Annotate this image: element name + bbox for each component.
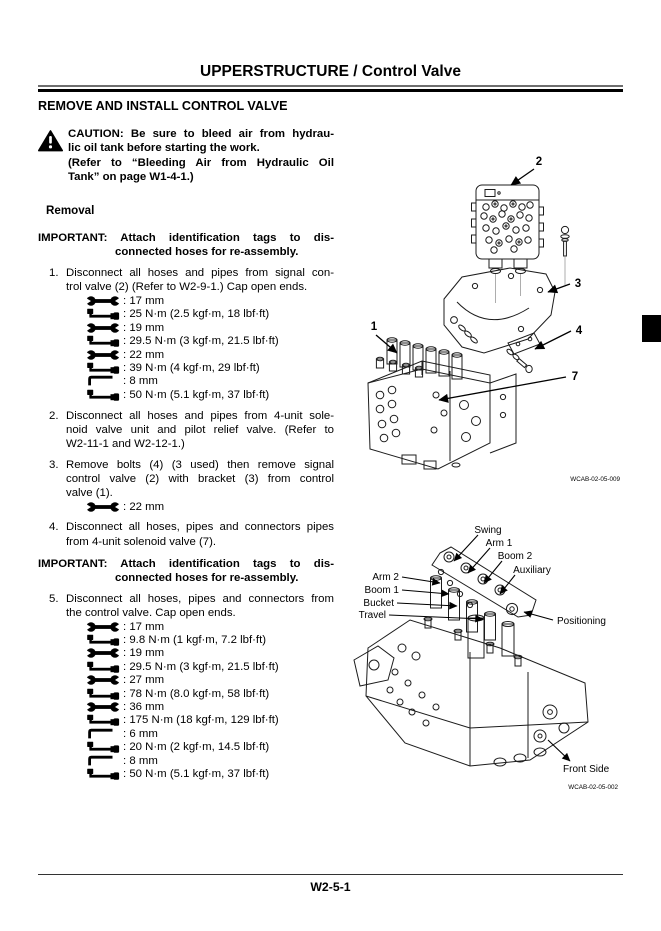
- fig1-callout-4: 4: [575, 325, 583, 337]
- tool-spec: : 25 N·m (2.5 kgf·m, 18 lbf·ft): [123, 308, 270, 321]
- bracket-drawing: [444, 268, 555, 354]
- tool-list: [66, 500, 334, 513]
- procedure-step-5: [38, 592, 334, 781]
- torque-wrench-icon: [86, 389, 120, 401]
- fig2-label-positioning: Positioning: [557, 616, 606, 627]
- fig2-label-boom1: Boom 1: [364, 585, 399, 596]
- tool-spec: : 6 mm: [123, 727, 158, 740]
- torque-wrench-icon: [86, 741, 120, 753]
- tool-spec-row: [86, 687, 334, 700]
- step-line: trol valve (2) (Refer to W2-9-1.) Cap open ends.: [66, 281, 308, 294]
- torque-wrench-icon: [86, 768, 120, 780]
- important-line: IMPORTANT: Attach identification tags to dis-: [38, 232, 334, 244]
- tool-spec-row: [86, 308, 334, 321]
- step-line: Remove bolts (4) (3 used) then remove signal: [66, 458, 334, 471]
- step-line: control valve (2) with bracket (3) from control: [66, 472, 334, 485]
- wrench-icon: [86, 322, 120, 334]
- tool-spec: : 29.5 N·m (3 kgf·m, 21.5 lbf·ft): [123, 335, 279, 348]
- fig1-caption: WCAB-02-05-009: [570, 476, 620, 483]
- header-rule-thin: [38, 85, 623, 87]
- tool-spec: : 36 mm: [123, 701, 165, 714]
- step-line: Disconnect all hoses, pipes and connectors pipes: [66, 521, 334, 534]
- hex-key-icon: [86, 728, 120, 740]
- torque-wrench-icon: [86, 362, 120, 374]
- section-title: REMOVE AND INSTALL CONTROL VALVE: [38, 99, 288, 113]
- tool-spec: : 8 mm: [123, 754, 158, 767]
- caution-line: Tank” on page W1-4-1.): [68, 171, 194, 184]
- tool-spec-row: [86, 388, 334, 401]
- hex-key-icon: [86, 375, 120, 387]
- tool-spec: : 175 N·m (18 kgf·m, 129 lbf·ft): [123, 714, 279, 727]
- wrench-icon: [86, 674, 120, 686]
- fig2-label-auxiliary: Auxiliary: [513, 565, 551, 576]
- step-line: Disconnect all hoses, pipes and connectors from: [66, 592, 334, 605]
- tool-spec-row: [86, 767, 334, 780]
- step-number: 4.: [49, 521, 59, 534]
- tool-spec-row: [86, 348, 334, 361]
- footer-rule: [38, 874, 623, 875]
- page-edge-index-tab: [642, 315, 661, 342]
- page-header-title: UPPERSTRUCTURE / Control Valve: [200, 63, 461, 80]
- step-line: Disconnect all hoses and pipes from signal con-: [66, 267, 334, 280]
- procedure-step-4: [38, 520, 334, 548]
- procedure: [38, 231, 334, 787]
- wrench-icon: [86, 701, 120, 713]
- fig2-label-swing: Swing: [474, 525, 502, 536]
- step-number: 5.: [49, 592, 59, 605]
- torque-wrench-icon: [86, 714, 120, 726]
- step-number: 1.: [49, 267, 59, 280]
- step-line: W2-11-1 and W2-12-1.): [66, 437, 185, 450]
- tool-spec: : 22 mm: [123, 500, 165, 513]
- step-line: the control valve. Cap open ends.: [66, 606, 236, 619]
- tool-spec-row: [86, 335, 334, 348]
- tool-spec-row: [86, 294, 334, 307]
- tool-spec-row: [86, 714, 334, 727]
- page-number: W2-5-1: [310, 880, 351, 894]
- fig2-label-boom2: Boom 2: [497, 551, 533, 562]
- tool-spec: : 8 mm: [123, 375, 158, 388]
- procedure-step-3: [38, 458, 334, 514]
- important-line: connected hoses for re-assembly.: [115, 571, 299, 584]
- tool-spec: : 19 mm: [123, 647, 165, 660]
- tool-spec-row: [86, 674, 334, 687]
- tool-spec: : 50 N·m (5.1 kgf·m, 37 lbf·ft): [123, 388, 270, 401]
- wrench-icon: [86, 621, 120, 633]
- fig2-label-arm1: Arm 1: [485, 538, 513, 549]
- tool-spec: : 50 N·m (5.1 kgf·m, 37 lbf·ft): [123, 767, 270, 780]
- removal-heading: Removal: [46, 204, 95, 217]
- signal-control-valve-drawing: [472, 185, 544, 274]
- tool-list: [66, 620, 334, 781]
- step-line: Disconnect all hoses and pipes from 4-unit sole-: [66, 409, 334, 422]
- wrench-icon: [86, 647, 120, 659]
- tool-spec: : 78 N·m (8.0 kgf·m, 58 lbf·ft): [123, 687, 270, 700]
- fig2-label-travel: Travel: [358, 610, 386, 621]
- tool-spec: : 20 N·m (2 kgf·m, 14.5 lbf·ft): [123, 741, 270, 754]
- fig1-callout-1: 1: [370, 321, 378, 333]
- warning-triangle-icon: [38, 130, 63, 152]
- tool-spec: : 39 N·m (4 kgf·m, 29 lbf·ft): [123, 361, 260, 374]
- tool-spec-row: [86, 500, 334, 513]
- procedure-step-2: [38, 409, 334, 451]
- important-note: [38, 557, 334, 585]
- header-rule-thick: [38, 89, 623, 92]
- tool-spec: : 19 mm: [123, 321, 165, 334]
- tool-spec: : 27 mm: [123, 674, 165, 687]
- torque-wrench-icon: [86, 661, 120, 673]
- figure-control-valve-ports: [350, 520, 661, 805]
- tool-spec-row: [86, 620, 334, 633]
- torque-wrench-icon: [86, 308, 120, 320]
- important-line: connected hoses for re-assembly.: [115, 246, 299, 259]
- step-number: 3.: [49, 458, 59, 471]
- tool-spec-row: [86, 754, 334, 767]
- tool-spec-row: [86, 727, 334, 740]
- tool-spec-row: [86, 361, 334, 374]
- caution-line: CAUTION: Be sure to bleed air from hydrau-: [68, 128, 334, 140]
- tool-spec: : 22 mm: [123, 348, 165, 361]
- fig2-label-arm2: Arm 2: [372, 572, 399, 583]
- step-line: from 4-unit solenoid valve (7).: [66, 535, 217, 548]
- control-valve-drawing: [368, 338, 516, 469]
- wrench-icon: [86, 349, 120, 361]
- important-note: [38, 231, 334, 259]
- tool-spec: : 17 mm: [123, 620, 165, 633]
- tool-spec-row: [86, 647, 334, 660]
- tool-spec-row: [86, 700, 334, 713]
- step-line: noid valve unit and pilot relief valve. (Refer to: [66, 423, 334, 436]
- figure-exploded-control-valve: [358, 143, 658, 495]
- tool-spec-row: [86, 660, 334, 673]
- tool-spec-row: [86, 633, 334, 646]
- torque-wrench-icon: [86, 634, 120, 646]
- caution-text: [68, 127, 334, 185]
- hex-key-icon: [86, 755, 120, 767]
- fig1-callout-2: 2: [535, 156, 543, 168]
- tool-spec-row: [86, 375, 334, 388]
- tool-spec-row: [86, 741, 334, 754]
- tool-spec: : 29.5 N·m (3 kgf·m, 21.5 lbf·ft): [123, 660, 279, 673]
- wrench-icon: [86, 295, 120, 307]
- procedure-step-1: [38, 266, 334, 401]
- fig2-label-front-side: Front Side: [563, 764, 610, 775]
- torque-wrench-icon: [86, 688, 120, 700]
- wrench-icon: [86, 501, 120, 513]
- caution-line: lic oil tank before starting the work.: [68, 142, 260, 155]
- caution-line: (Refer to “Bleeding Air from Hydraulic Oil: [68, 156, 334, 169]
- tool-spec: : 9.8 N·m (1 kgf·m, 7.2 lbf·ft): [123, 634, 267, 647]
- fig2-caption: WCAB-02-05-002: [568, 784, 618, 791]
- step-number: 2.: [49, 409, 59, 422]
- step-line: valve (1).: [66, 486, 113, 499]
- fig1-callout-3: 3: [574, 278, 582, 290]
- torque-wrench-icon: [86, 335, 120, 347]
- important-line: IMPORTANT: Attach identification tags to dis-: [38, 557, 334, 570]
- fig1-callout-7: 7: [571, 371, 579, 383]
- tool-spec: : 17 mm: [123, 295, 165, 308]
- caution-note: [38, 127, 334, 185]
- tool-spec-row: [86, 321, 334, 334]
- bolt-drawing: [561, 226, 569, 256]
- tool-list: [66, 294, 334, 401]
- fig2-label-bucket: Bucket: [363, 598, 394, 609]
